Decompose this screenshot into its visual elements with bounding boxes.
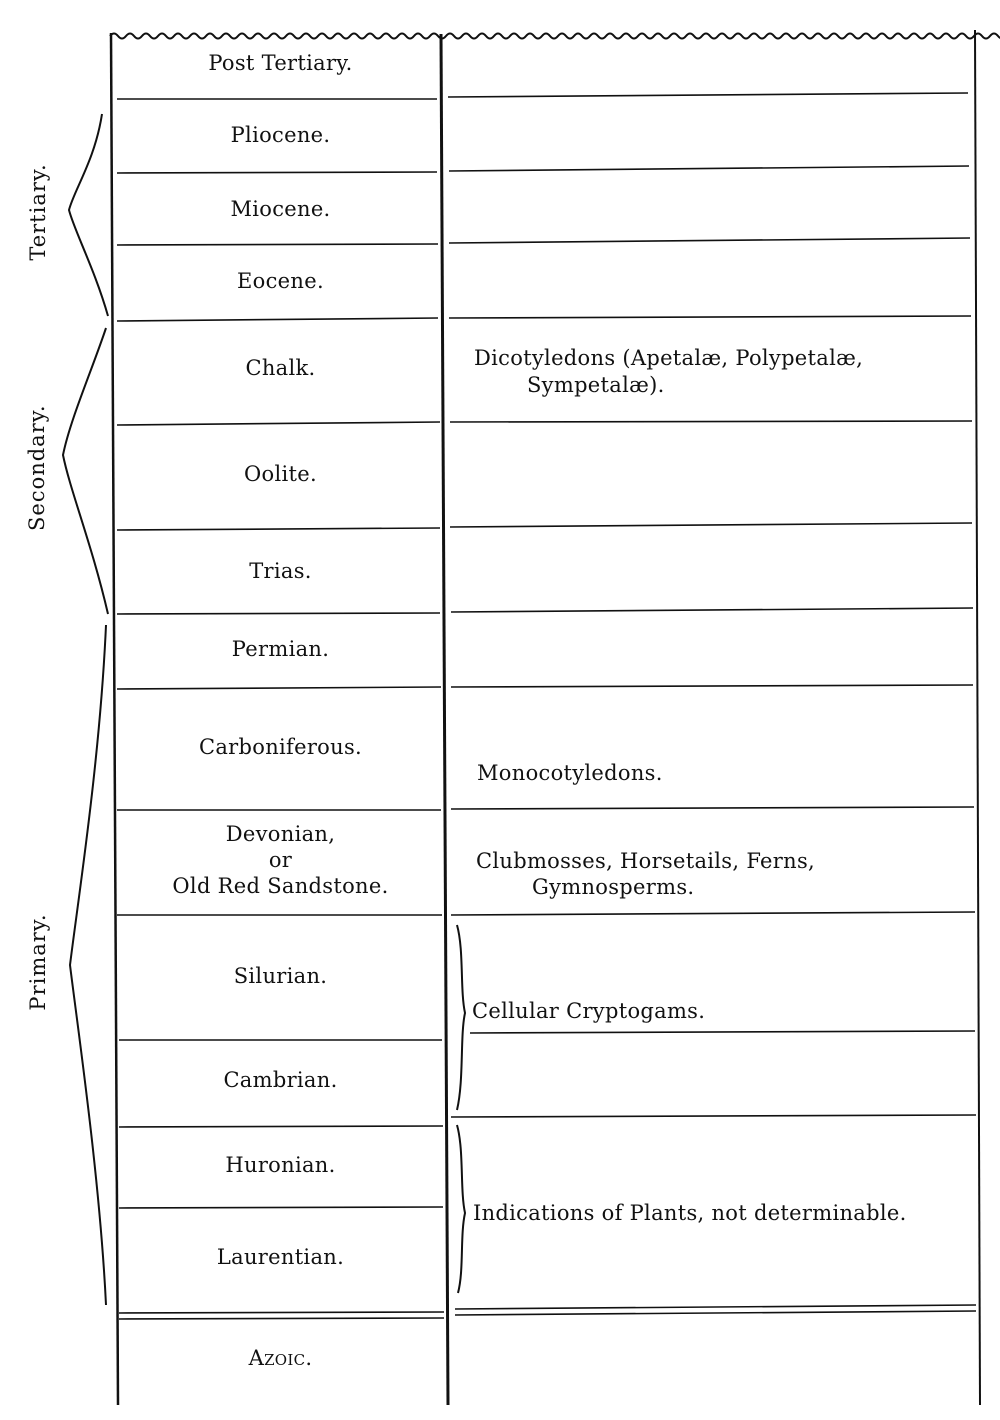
formation-devonian-line1: Devonian,	[225, 822, 336, 846]
left-column-rule	[111, 33, 118, 1405]
plants-clubmosses-line2: Gymnosperms.	[532, 875, 695, 899]
tertiary-brace	[69, 114, 108, 316]
secondary-brace	[63, 328, 108, 614]
primary-brace	[70, 625, 106, 1305]
indications-brace	[457, 1125, 465, 1293]
formation-oolite: Oolite.	[244, 462, 317, 486]
formation-laurentian: Laurentian.	[216, 1245, 345, 1269]
formation-huronian: Huronian.	[225, 1153, 336, 1177]
era-tertiary-label: Tertiary.	[26, 163, 50, 261]
plants-monocotyledons: Monocotyledons.	[477, 761, 663, 785]
formation-miocene: Miocene.	[230, 197, 331, 221]
plants-dicotyledons-line2: Sympetalæ).	[527, 373, 665, 397]
formation-pliocene: Pliocene.	[230, 123, 331, 147]
middle-column-rule	[441, 34, 448, 1405]
formation-silurian: Silurian.	[233, 964, 328, 988]
formation-eocene: Eocene.	[237, 269, 324, 293]
formation-cambrian: Cambrian.	[223, 1068, 338, 1092]
formation-devonian-line3: Old Red Sandstone.	[172, 874, 389, 898]
plants-indications: Indications of Plants, not determinable.	[473, 1201, 907, 1225]
cellular-brace	[457, 925, 465, 1110]
right-column-rule	[975, 30, 980, 1405]
formation-permian: Permian.	[231, 637, 330, 661]
plants-dicotyledons-line1: Dicotyledons (Apetalæ, Polypetalæ,	[474, 346, 864, 370]
formation-chalk: Chalk.	[245, 356, 316, 380]
formation-carboniferous: Carboniferous.	[198, 735, 362, 759]
formation-trias: Trias.	[249, 559, 312, 583]
era-secondary-label: Secondary.	[25, 404, 49, 531]
formation-devonian-line2: or	[268, 848, 293, 872]
wavy-top-edge	[110, 34, 1000, 39]
plant-dividers	[448, 93, 976, 1315]
plants-cellular-cryptogams: Cellular Cryptogams.	[472, 999, 706, 1023]
plants-clubmosses-line1: Clubmosses, Horsetails, Ferns,	[476, 849, 816, 873]
formation-post-tertiary: Post Tertiary.	[208, 51, 353, 75]
formation-azoic: Azoic.	[248, 1346, 313, 1370]
era-primary-label: Primary.	[26, 913, 50, 1011]
